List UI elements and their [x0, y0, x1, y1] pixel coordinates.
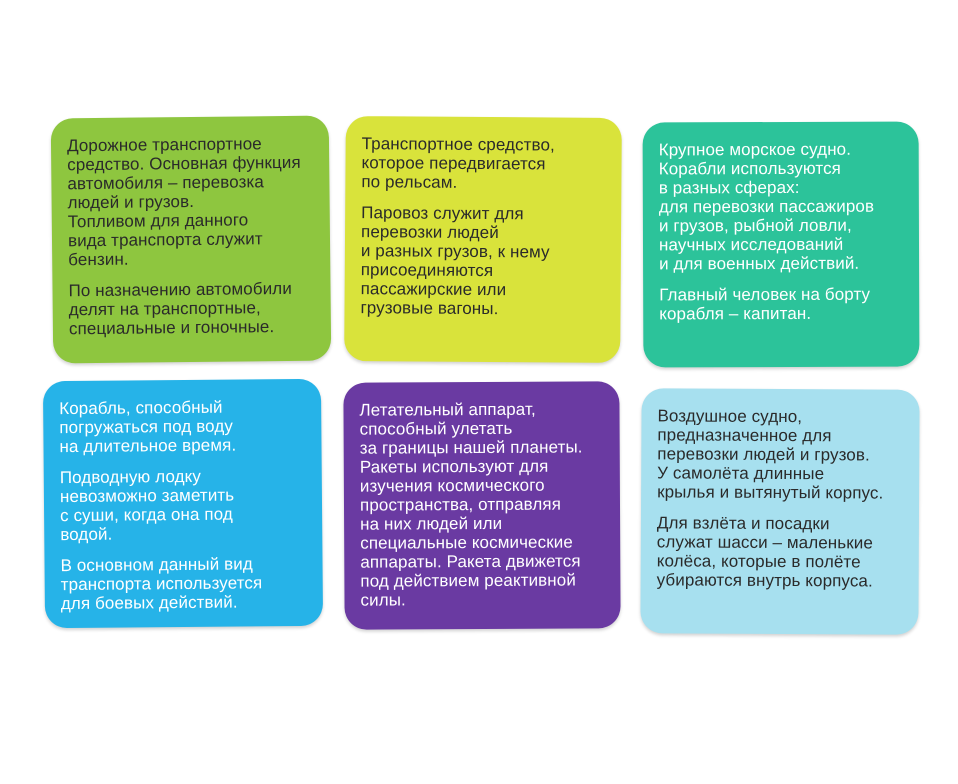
card-airplane	[640, 388, 919, 634]
card-car	[51, 116, 332, 364]
card-text: Дорожное транспортное средство. Основная функция автомобиля – перевозка людей и грузов. Топливом для данного вида транспорта служит бензин.	[66, 134, 301, 270]
card-text: В основном данный вид транспорта используется для боевых действий.	[60, 554, 263, 614]
card-text: Подводную лодку невозможно заметить с суши, когда она под водой.	[59, 466, 235, 545]
card-text: Для взлёта и посадки служат шасси – маленькие колёса, которые в полёте убираются внутрь корпуса.	[656, 513, 874, 591]
card-text: Корабль, способный погружаться под воду на длительное время.	[59, 397, 237, 457]
card-text: По назначению автомобили делят на транспортные, специальные и гоночные.	[68, 278, 292, 339]
card-rocket	[343, 381, 620, 629]
card-text: Крупное морское судно. Корабли используются в разных сферах: для перевозки пассажиров и грузов, рыбной ловли, научных исследований и для военных действий.	[658, 139, 875, 274]
card-train	[344, 116, 622, 363]
card-text: Транспортное средство, которое передвигается по рельсам.	[361, 134, 555, 192]
card-text: Главный человек на борту корабля – капитан.	[659, 284, 871, 324]
card-submarine	[43, 379, 323, 628]
card-text: Паровоз служит для перевозки людей и разных грузов, к нему присоединяются пассажирские или грузовые вагоны.	[360, 203, 550, 319]
card-ship	[643, 122, 920, 368]
card-text: Воздушное судно, предназначенное для перевозки людей и грузов. У самолёта длинные крылья и вытянутый корпус.	[657, 406, 884, 503]
card-text: Летательный аппарат, способный улетать за границы нашей планеты. Ракеты используют для изучения космического пространства, отправляя на них людей или специальные космические аппараты. Ракета движется под действием реактивной силы.	[359, 399, 583, 610]
